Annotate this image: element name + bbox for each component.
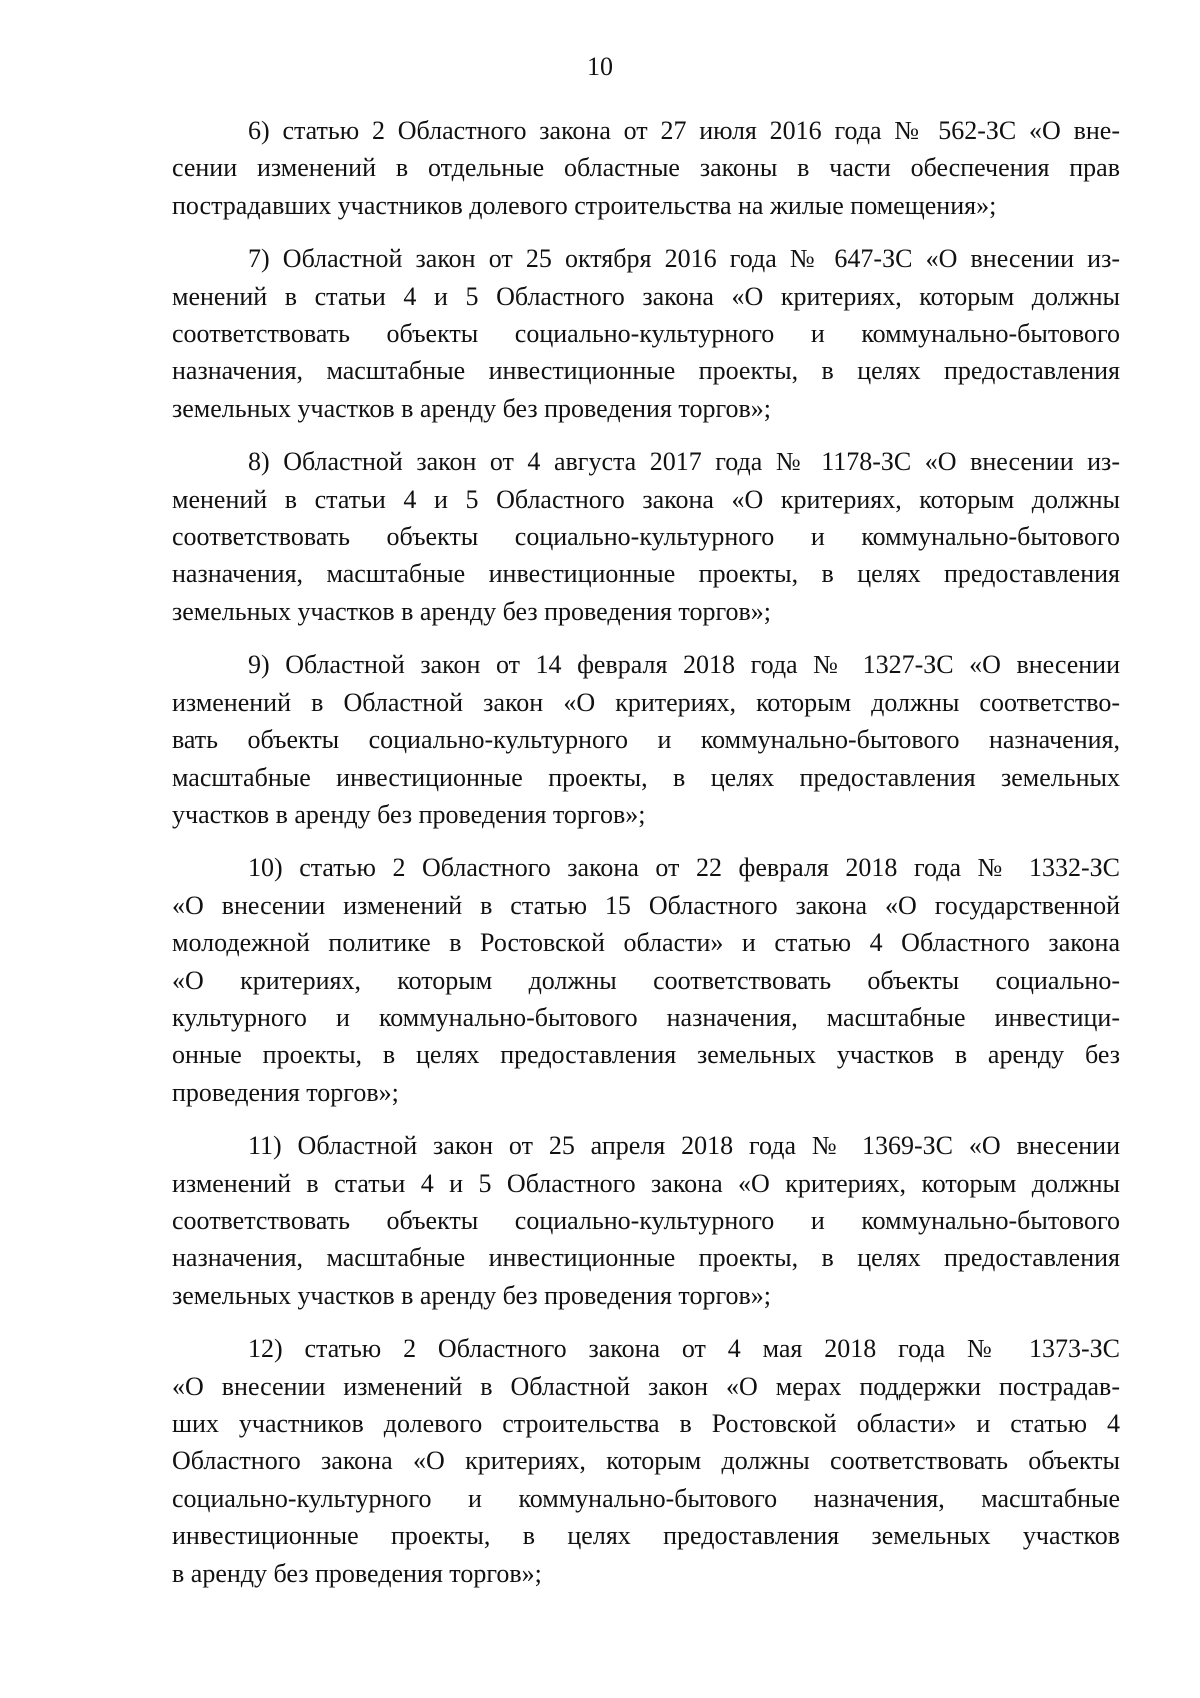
list-item-11 xyxy=(172,1127,1120,1314)
text-line: инвестиционные проекты, в целях предоставления земельных участков xyxy=(172,1521,1120,1551)
text-line: 8) Областной закон от 4 августа 2017 года № 1178-ЗС «О внесении из- xyxy=(248,447,1120,477)
list-item-7 xyxy=(172,240,1120,427)
text-line: 10) статью 2 Областного закона от 22 февраля 2018 года № 1332-ЗС xyxy=(248,853,1120,883)
text-line: в аренду без проведения торгов»; xyxy=(172,1558,542,1588)
text-line: соответствовать объекты социально-культурного и коммунально-бытового xyxy=(172,319,1120,349)
text-line: «О внесении изменений в Областной закон «О мерах поддержки пострадав- xyxy=(172,1371,1120,1401)
text-line: социально-культурного и коммунально-бытового назначения, масштабные xyxy=(172,1483,1120,1513)
list-item-8 xyxy=(172,443,1120,630)
text-line: соответствовать объекты социально-культурного и коммунально-бытового xyxy=(172,1205,1120,1235)
text-line: 9) Областной закон от 14 февраля 2018 года № 1327-ЗС «О внесении xyxy=(248,650,1120,680)
text-line: молодежной политике в Ростовской области» и статью 4 Областного закона xyxy=(172,928,1120,958)
text-line: назначения, масштабные инвестиционные проекты, в целях предоставления xyxy=(172,559,1120,589)
text-line: назначения, масштабные инвестиционные проекты, в целях предоставления xyxy=(172,356,1120,386)
text-line: вать объекты социально-культурного и коммунально-бытового назначения, xyxy=(172,725,1120,755)
text-line: ших участников долевого строительства в Ростовской области» и статью 4 xyxy=(172,1409,1120,1438)
text-line: соответствовать объекты социально-культурного и коммунально-бытового xyxy=(172,522,1120,552)
text-line: 7) Областной закон от 25 октября 2016 года № 647-ЗС «О внесении из- xyxy=(248,244,1120,274)
text-line: пострадавших участников долевого строительства на жилые помещения»; xyxy=(172,190,997,220)
text-line: земельных участков в аренду без проведения торгов»; xyxy=(172,1280,771,1310)
text-line: масштабные инвестиционные проекты, в целях предоставления земельных xyxy=(172,762,1120,792)
list-item-10 xyxy=(172,849,1120,1111)
text-line: 11) Областной закон от 25 апреля 2018 года № 1369-ЗС «О внесении xyxy=(248,1131,1120,1161)
list-item-9 xyxy=(172,646,1120,833)
text-line: назначения, масштабные инвестиционные проекты, в целях предоставления xyxy=(172,1243,1120,1273)
document-body xyxy=(172,112,1120,1608)
text-line: земельных участков в аренду без проведения торгов»; xyxy=(172,393,771,423)
text-line: «О внесении изменений в статью 15 Областного закона «О государственной xyxy=(172,890,1120,920)
text-line: менений в статьи 4 и 5 Областного закона «О критериях, которым должны xyxy=(172,281,1120,311)
text-line: земельных участков в аренду без проведения торгов»; xyxy=(172,596,771,626)
text-line: культурного и коммунально-бытового назначения, масштабные инвестици- xyxy=(172,1002,1120,1032)
text-line: изменений в статьи 4 и 5 Областного закона «О критериях, которым должны xyxy=(172,1168,1120,1198)
text-line: 6) статью 2 Областного закона от 27 июля 2016 года № 562-ЗС «О вне- xyxy=(248,116,1120,145)
text-line: онные проекты, в целях предоставления земельных участков в аренду без xyxy=(172,1040,1120,1070)
page-number: 10 xyxy=(587,52,613,81)
text-line: Областного закона «О критериях, которым должны соответствовать объекты xyxy=(172,1446,1120,1476)
text-line: участков в аренду без проведения торгов»; xyxy=(172,799,646,829)
text-line: проведения торгов»; xyxy=(172,1077,399,1107)
text-line: изменений в Областной закон «О критериях, которым должны соответство- xyxy=(172,687,1120,717)
text-line: менений в статьи 4 и 5 Областного закона «О критериях, которым должны xyxy=(172,484,1120,514)
text-line: 12) статью 2 Областного закона от 4 мая 2018 года № 1373-ЗС xyxy=(248,1334,1120,1364)
text-line: «О критериях, которым должны соответствовать объекты социально- xyxy=(172,965,1120,995)
list-item-6 xyxy=(172,112,1120,224)
list-item-12 xyxy=(172,1330,1120,1592)
text-line: сении изменений в отдельные областные законы в части обеспечения прав xyxy=(172,153,1120,183)
